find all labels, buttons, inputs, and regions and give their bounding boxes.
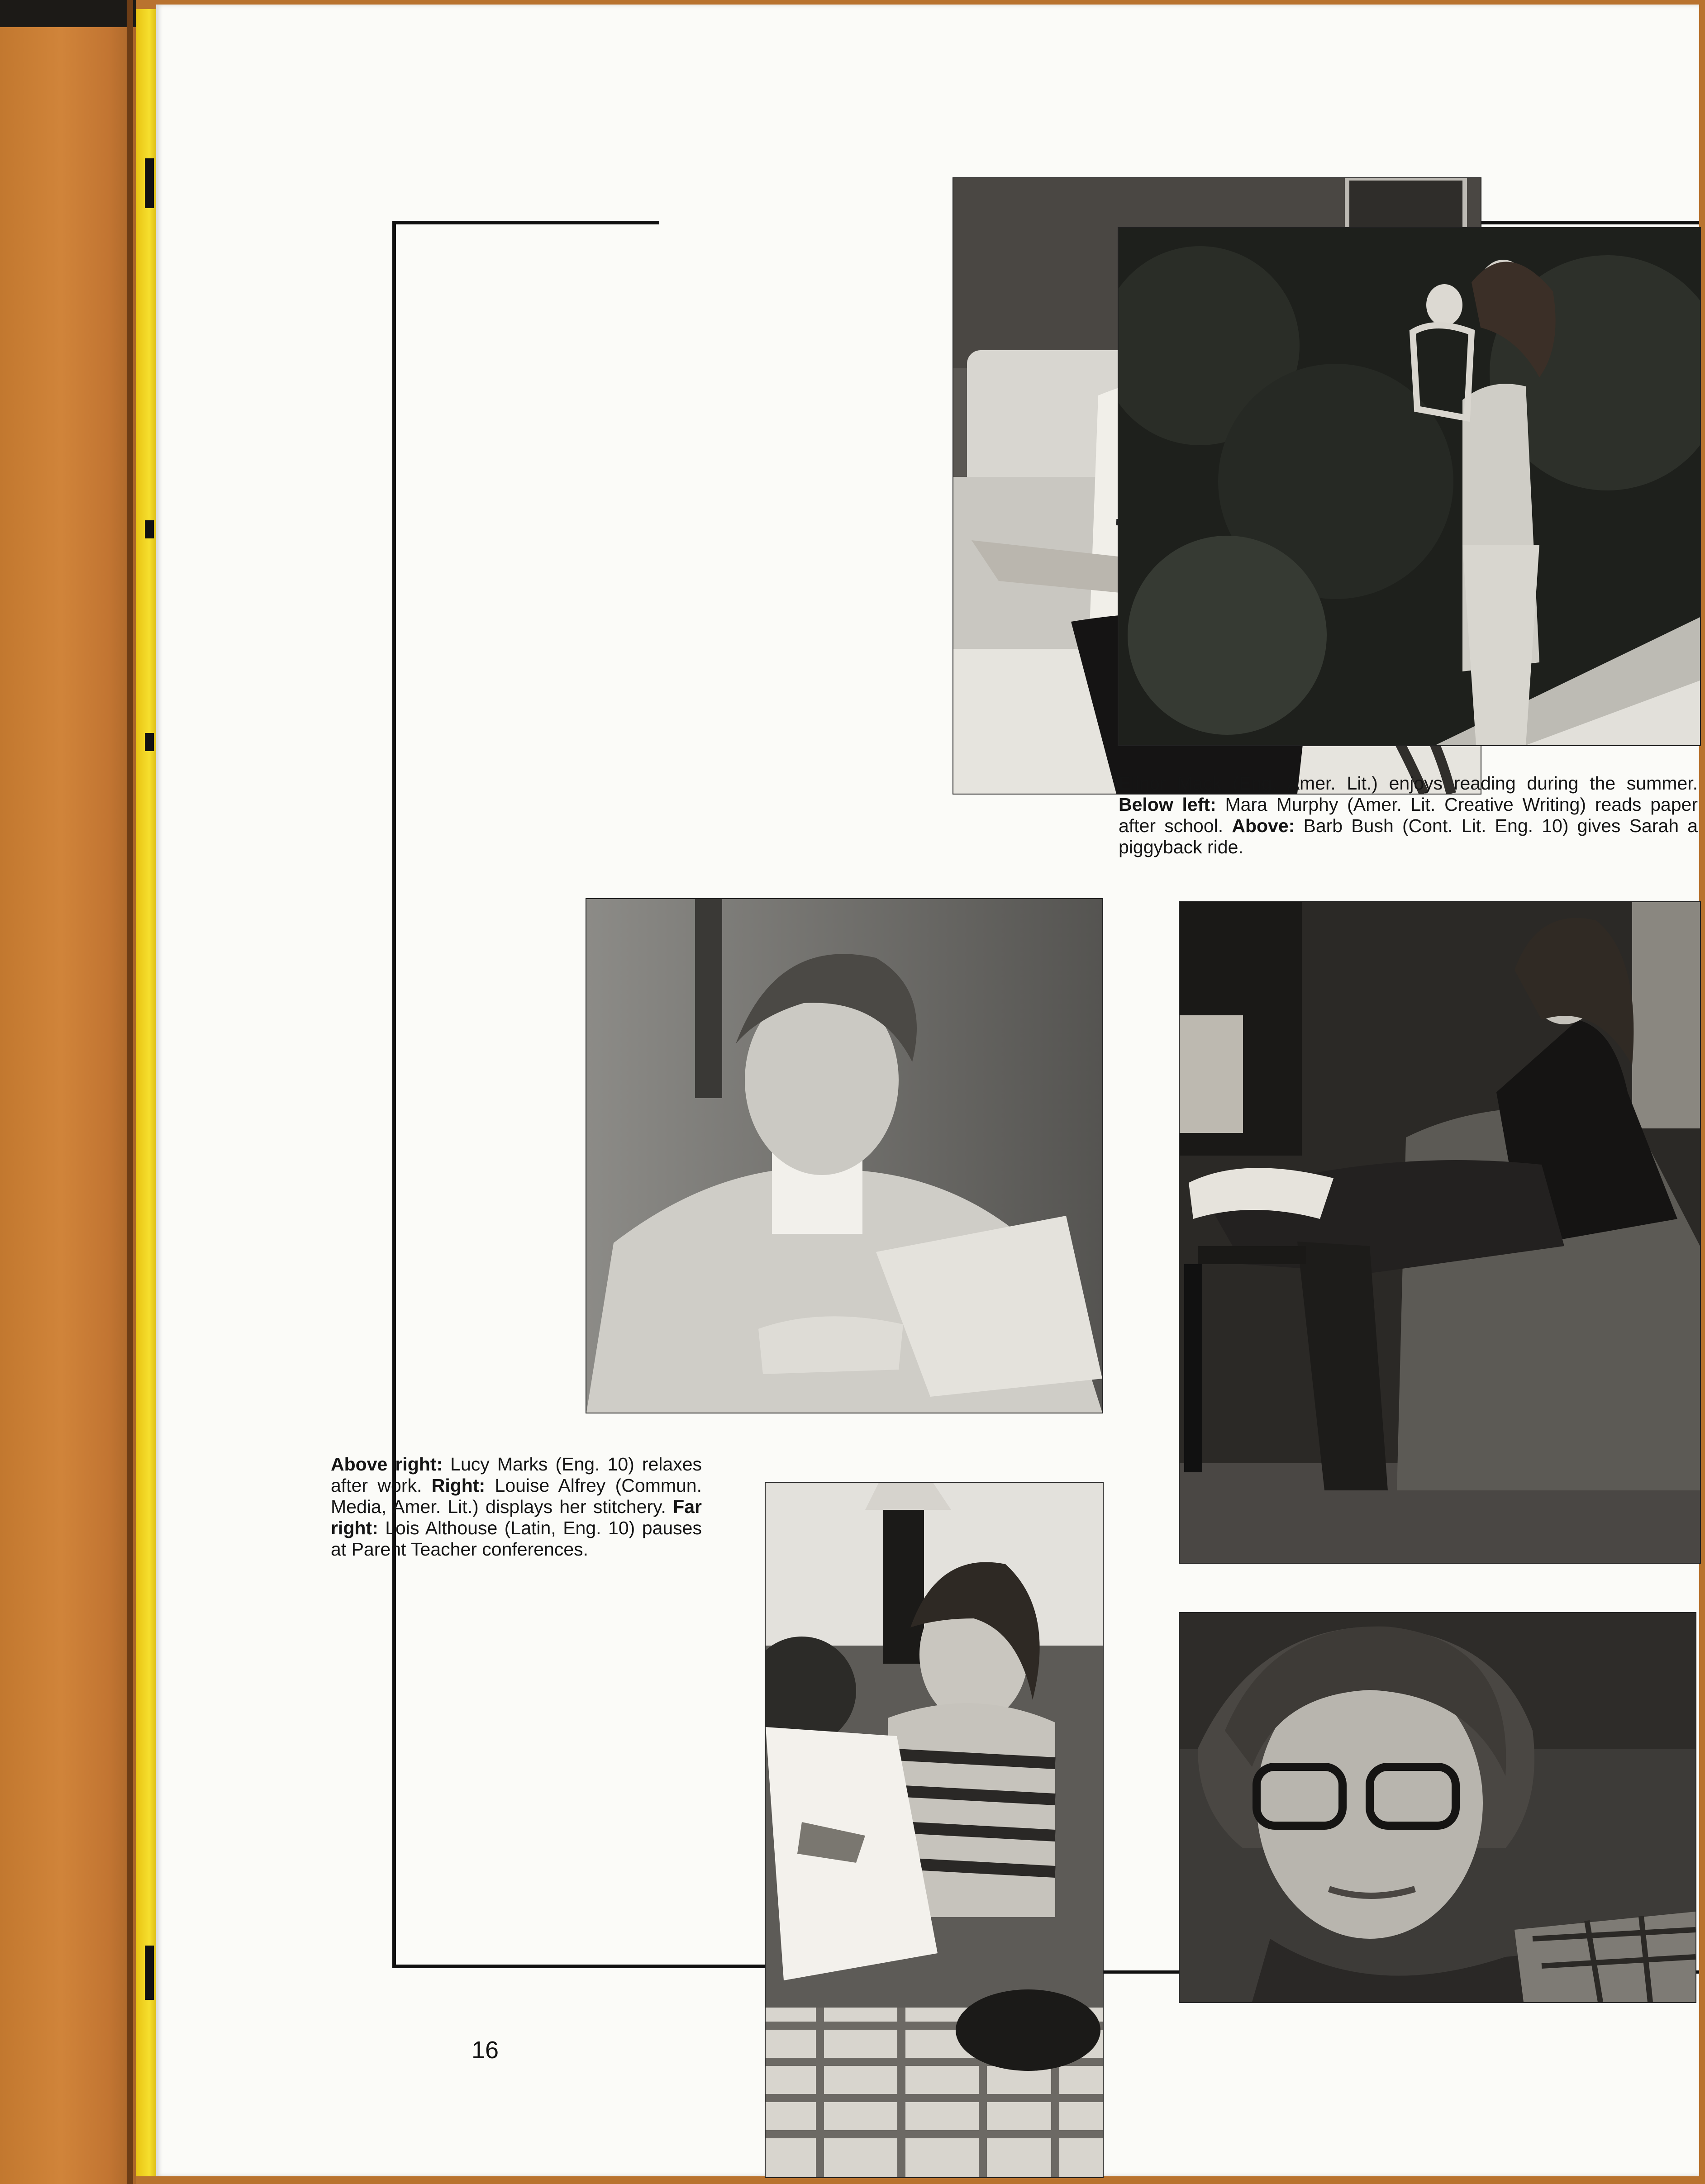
caption-left: Above right: Lucy Marks (Eng. 10) relaxes after work. Right: Louise Alfrey (Commun. Media, Amer. Lit.) displays her stitchery. Far right: Lois Althouse (Latin, Eng. 10) pauses at Parent Teacher conferences.: [331, 1454, 702, 1560]
photo-lois-althouse: [1179, 1612, 1696, 2003]
page-edge-spine: [136, 9, 158, 2176]
binding-top-edge: [0, 0, 136, 27]
page-number: 16: [471, 2036, 499, 2064]
spine-tick: [145, 158, 154, 208]
binding-edge: [127, 0, 133, 2184]
frame-line-left: [392, 221, 396, 1968]
spine-tick: [145, 1946, 154, 2000]
spine-tick: [145, 520, 154, 538]
spine-tick: [145, 733, 154, 751]
yearbook-page: [156, 5, 1699, 2176]
yearbook-binding: [0, 0, 136, 2184]
photo-louise-alfrey: [765, 1482, 1104, 2178]
photo-lucy-marks: [1179, 901, 1701, 1564]
caption-top-right: Elinor Mack (Eng. Amer. Lit.) enjoys reading during the summer. Below left: Mara Murphy (Amer. Lit. Creative Writing) reads paper after school. Above: Barb Bush (Cont. Lit. Eng. 10) gives Sarah a piggyback ride.: [1119, 773, 1698, 857]
photo-mara-murphy: [586, 898, 1103, 1413]
frame-line-top-left: [392, 221, 659, 224]
photo-barb-bush: [1118, 227, 1701, 746]
